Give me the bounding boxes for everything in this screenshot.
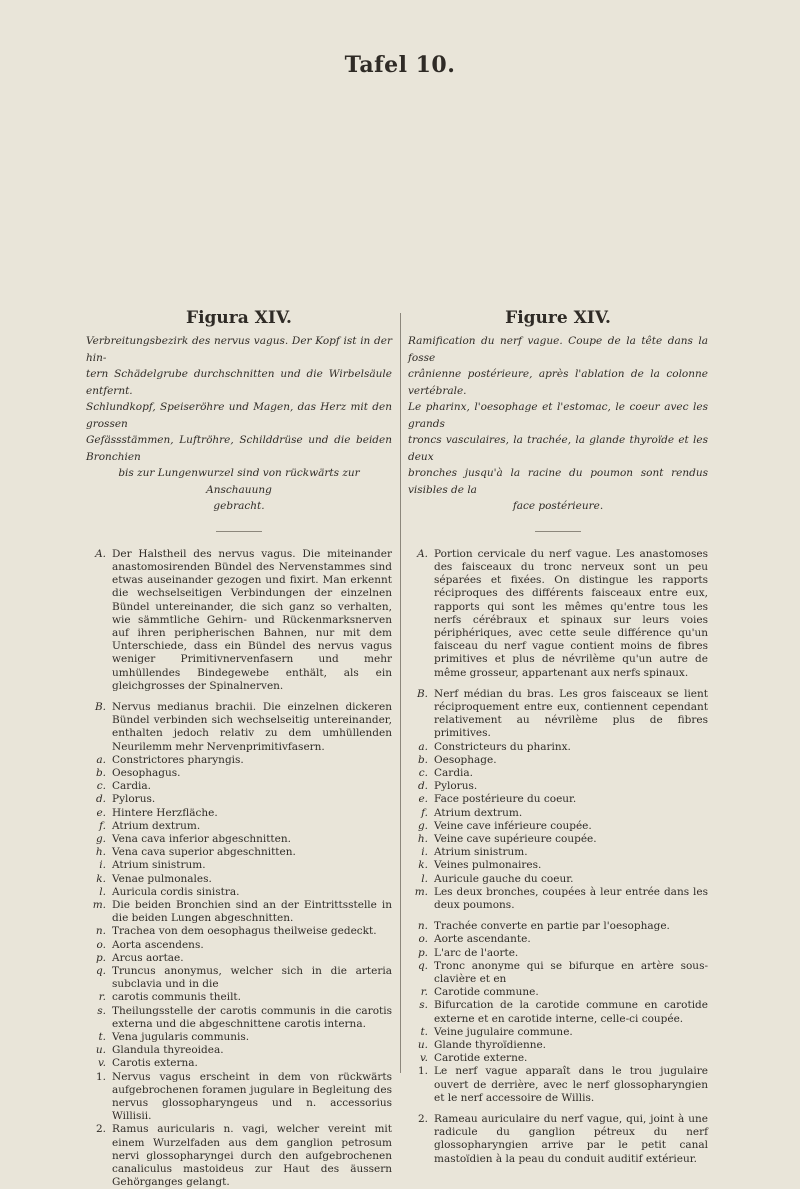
- legend-entry: [408, 859, 708, 872]
- figure-title: Figura XIV.: [186, 308, 292, 328]
- legend-text: Cardia.: [434, 766, 473, 779]
- legend-text: Bifurcation de la carotide commune en carotide externe et en carotide interne, celle-ci coupée.: [434, 999, 708, 1025]
- legend-entry: [408, 820, 708, 833]
- caption-line: Ramification du nerf vague. Coupe de la tête dans la fosse: [408, 335, 708, 364]
- legend-entry: [408, 688, 708, 741]
- legend-entry: [86, 793, 392, 806]
- legend-key: 1.: [95, 1070, 106, 1083]
- legend-entry: [86, 859, 392, 872]
- legend-text: Nerf médian du bras. Les gros faisceaux se lient réciproquement entre eux, contiennent cependant relativement au névrilème plus de fibres primitives.: [434, 687, 708, 740]
- legend-entry: [86, 991, 392, 1004]
- legend-text: Veine cave inférieure coupée.: [434, 819, 592, 832]
- legend-key: s.: [97, 1004, 106, 1017]
- legend-entry: [408, 846, 708, 859]
- legend-key: g.: [417, 819, 428, 832]
- legend-entry: [408, 754, 708, 767]
- legend-key: A.: [95, 547, 106, 560]
- legend-key: 2.: [417, 1113, 428, 1126]
- legend-text: Arcus aortae.: [112, 951, 184, 964]
- legend-entry: [86, 1005, 392, 1031]
- caption-line: tern Schädelgrube durchschnitten und die Wirbelsäule entfernt.: [86, 368, 392, 397]
- legend-key: B.: [94, 700, 106, 713]
- legend-text: Les deux bronches, coupées à leur entrée dans les deux poumons.: [434, 885, 708, 911]
- legend-text: Atrium sinistrum.: [112, 859, 206, 872]
- legend-key: g.: [95, 832, 106, 845]
- caption-line: gebracht.: [213, 500, 265, 513]
- figure-title: Figure XIV.: [505, 308, 611, 328]
- legend-key: t.: [98, 1031, 106, 1044]
- legend-key: e.: [418, 793, 428, 806]
- legend-entry: [86, 1031, 392, 1044]
- legend-key: v.: [97, 1057, 106, 1070]
- legend-text: Aorte ascendante.: [434, 933, 531, 946]
- legend-text: Theilungsstelle der carotis communis in die carotis externa und die abgeschnittene carotis interna.: [112, 1004, 392, 1030]
- legend-key: A.: [417, 547, 428, 560]
- caption-line: Gefässstämmen, Luftröhre, Schilddrüse und die beiden Bronchien: [86, 434, 392, 463]
- separator-rule: [535, 531, 581, 532]
- legend-entry: [408, 767, 708, 780]
- legend-text: Tronc anonyme qui se bifurque en artère sous-clavière et en: [434, 959, 708, 985]
- legend-key: m.: [414, 885, 428, 898]
- legend-text: Veine cave supérieure coupée.: [434, 832, 597, 845]
- legend-key: t.: [420, 1025, 428, 1038]
- legend-text: Atrium sinistrum.: [434, 846, 528, 859]
- legend-text: Aorta ascendens.: [112, 938, 204, 951]
- legend-key: a.: [96, 753, 106, 766]
- legend-entry: [408, 833, 708, 846]
- legend-key: h.: [95, 846, 106, 859]
- legend-key: i.: [99, 859, 106, 872]
- legend-entry: [86, 846, 392, 859]
- legend-text: L'arc de l'aorte.: [434, 946, 519, 959]
- legend-key: q.: [95, 965, 106, 977]
- legend-text: Glande thyroïdienne.: [434, 1039, 547, 1052]
- caption-line: face postérieure.: [512, 500, 604, 513]
- legend-text: Vena cava superior abgeschnitten.: [112, 846, 296, 859]
- legend-entry: [86, 965, 392, 991]
- legend-list: [408, 548, 708, 1166]
- legend-text: Der Halstheil des nervus vagus. Die miteinander anastomosirenden Bündel des Nervenstammes sind etwas auseinander gezogen und fixirt. Man erkennt die wechselseitigen Verbindungen der einzelnen Bündel untereinander, die sich ganz so verhalten, wie sämmtliche Gehirn- und Rückenmarksnerven auf ihren peripherischen Bahnen, nur mit dem Unterschiede, dass ein Bündel des nervus vagus weniger Primitivnervenfasern und mehr umhüllendes Bindegewebe enthält, als ein gleichgrosses der Spinalnerven.: [112, 547, 392, 692]
- legend-key: c.: [418, 766, 428, 779]
- legend-key: r.: [98, 991, 106, 1004]
- legend-text: Portion cervicale du nerf vague. Les anastomoses des faisceaux du tronc nerveux sont un peu séparées et fixées. On distingue les rapports réciproques des différents faisceaux entre eux, rapports qui sont les mêmes qu'entre tous les nerfs cérébraux et spinaux sur leurs voies périphériques, avec cette seule différence qu'un faisceau du nerf vague contient moins de fibres primitives et plus de névrilème qu'un autre de même grosseur, appartenant aux nerfs spinaux.: [434, 547, 708, 679]
- legend-text: Veine jugulaire commune.: [434, 1025, 573, 1038]
- legend-text: Die beiden Bronchien sind an der Eintrittsstelle in die beiden Lungen abgeschnitten.: [112, 898, 392, 925]
- legend-text: Nervus vagus erscheint in dem von rückwärts aufgebrochenen foramen jugulare in Begleitung des nervus glossopharyngeus und n. accessorius Willisii.: [112, 1070, 392, 1123]
- legend-entry: [408, 548, 708, 680]
- legend-key: d.: [417, 780, 428, 793]
- legend-text: Atrium dextrum.: [434, 806, 523, 819]
- legend-key: n.: [95, 925, 106, 938]
- legend-key: 1.: [417, 1065, 428, 1078]
- legend-entry: [408, 986, 708, 999]
- legend-key: f.: [421, 806, 428, 819]
- legend-entry: [408, 933, 708, 946]
- legend-entry: [408, 1113, 708, 1166]
- legend-key: e.: [96, 806, 106, 819]
- legend-key: l.: [99, 885, 106, 898]
- caption-line: crânienne postérieure, après l'ablation de la colonne vertébrale.: [408, 368, 708, 397]
- legend-entry: [86, 701, 392, 754]
- legend-text: Vena jugularis communis.: [112, 1031, 250, 1044]
- legend-entry: [86, 1071, 392, 1124]
- legend-entry: [86, 886, 392, 899]
- separator-rule: [216, 531, 262, 532]
- caption-line: Schlundkopf, Speiseröhre und Magen, das Herz mit den grossen: [86, 401, 392, 430]
- legend-key: 2.: [95, 1123, 106, 1136]
- legend-text: Carotide externe.: [434, 1052, 528, 1065]
- legend-text: Pylorus.: [112, 793, 156, 806]
- legend-key: b.: [95, 766, 106, 779]
- legend-text: Pylorus.: [434, 780, 478, 793]
- legend-text: Trachée converte en partie par l'oesophage.: [434, 920, 670, 933]
- legend-key: k.: [96, 872, 106, 885]
- legend-entry: [86, 807, 392, 820]
- legend-entry: [86, 1057, 392, 1070]
- figure-caption: [408, 333, 708, 515]
- legend-text: Vena cava inferior abgeschnitten.: [112, 832, 291, 845]
- legend-text: Carotide commune.: [434, 986, 539, 999]
- legend-entry: [86, 548, 392, 693]
- column-divider: [400, 313, 401, 1073]
- legend-text: Glandula thyreoidea.: [112, 1044, 224, 1057]
- legend-key: m.: [92, 898, 106, 911]
- french-column: [408, 308, 708, 1166]
- legend-text: Hintere Herzfläche.: [112, 806, 218, 819]
- caption-line: Verbreitungsbezirk des nervus vagus. Der Kopf ist in der hin-: [86, 335, 392, 364]
- german-column: [86, 308, 392, 1189]
- legend-text: Venae pulmonales.: [112, 872, 212, 885]
- page-title: Tafel 10.: [344, 52, 456, 78]
- legend-entry: [86, 1044, 392, 1057]
- legend-entry: [86, 925, 392, 938]
- legend-key: p.: [417, 946, 428, 959]
- legend-key: b.: [417, 753, 428, 766]
- legend-text: Atrium dextrum.: [112, 819, 201, 832]
- legend-text: Rameau auriculaire du nerf vague, qui, joint à une radicule du ganglion pétreux du nerf glossopharyngien arrive par le petit canal mastoïdien à la peau du conduit auditif extérieur.: [434, 1113, 708, 1165]
- figure-caption: [86, 333, 392, 515]
- legend-key: h.: [417, 832, 428, 845]
- legend-entry: [86, 873, 392, 886]
- legend-text: Le nerf vague apparaît dans le trou jugulaire ouvert de derrière, avec le nerf glossopharyngien et le nerf accessoire de Willis.: [434, 1065, 708, 1104]
- legend-key: B.: [416, 687, 428, 700]
- legend-text: Constrictores pharyngis.: [112, 753, 244, 766]
- legend-entry: [408, 1065, 708, 1105]
- legend-entry: [408, 793, 708, 806]
- legend-text: carotis communis theilt.: [112, 991, 241, 1004]
- legend-entry: [86, 820, 392, 833]
- legend-text: Oesophage.: [434, 753, 497, 766]
- legend-entry: [86, 899, 392, 925]
- legend-entry: [408, 807, 708, 820]
- legend-text: Truncus anonymus, welcher sich in die arteria subclavia und in die: [112, 965, 392, 991]
- legend-entry: [408, 1039, 708, 1052]
- legend-text: Face postérieure du coeur.: [434, 793, 577, 806]
- legend-entry: [86, 952, 392, 965]
- legend-text: Carotis externa.: [112, 1057, 198, 1070]
- legend-text: Auricula cordis sinistra.: [112, 885, 240, 898]
- legend-entry: [86, 1123, 392, 1189]
- legend-entry: [408, 920, 708, 933]
- legend-key: d.: [95, 793, 106, 806]
- legend-key: i.: [421, 846, 428, 859]
- legend-text: Oesophagus.: [112, 766, 181, 779]
- legend-entry: [408, 960, 708, 986]
- legend-entry: [408, 1026, 708, 1039]
- legend-key: o.: [418, 933, 428, 946]
- legend-key: l.: [421, 872, 428, 885]
- legend-entry: [86, 754, 392, 767]
- legend-key: o.: [96, 938, 106, 951]
- legend-entry: [86, 767, 392, 780]
- legend-key: c.: [96, 780, 106, 793]
- legend-entry: [408, 780, 708, 793]
- legend-list: [86, 548, 392, 1189]
- legend-entry: [408, 873, 708, 886]
- legend-text: Ramus auricularis n. vagi, welcher vereint mit einem Wurzelfaden aus dem ganglion petrosum nervi glossopharyngei durch den aufgebrochenen canaliculus mastoideus zur Haut des äussern Gehörganges gelangt.: [112, 1123, 392, 1189]
- legend-entry: [408, 947, 708, 960]
- legend-entry: [408, 999, 708, 1025]
- legend-entry: [86, 939, 392, 952]
- legend-entry: [408, 886, 708, 912]
- legend-text: Auricule gauche du coeur.: [434, 872, 574, 885]
- legend-text: Trachea von dem oesophagus theilweise gedeckt.: [112, 925, 377, 938]
- legend-key: p.: [95, 951, 106, 964]
- legend-key: r.: [420, 986, 428, 999]
- legend-key: v.: [419, 1052, 428, 1065]
- caption-line: bronches jusqu'à la racine du poumon sont rendus visibles de la: [408, 467, 708, 496]
- legend-key: n.: [417, 920, 428, 933]
- legend-key: u.: [417, 1039, 428, 1052]
- legend-key: a.: [418, 740, 428, 753]
- legend-key: s.: [419, 999, 428, 1012]
- legend-entry: [86, 780, 392, 793]
- legend-key: q.: [417, 959, 428, 972]
- legend-text: Cardia.: [112, 780, 151, 793]
- legend-key: u.: [95, 1044, 106, 1057]
- legend-text: Veines pulmonaires.: [434, 859, 542, 872]
- legend-entry: [408, 1052, 708, 1065]
- legend-text: Nervus medianus brachii. Die einzelnen dickeren Bündel verbinden sich wechselseitig untereinander, enthalten jedoch relativ zu dem umhüllenden Neurilemm mehr Nervenprimitivfasern.: [112, 700, 392, 753]
- caption-line: bis zur Lungenwurzel sind von rückwärts zur Anschauung: [118, 467, 360, 496]
- legend-key: f.: [99, 819, 106, 832]
- legend-key: k.: [418, 859, 428, 872]
- legend-entry: [408, 741, 708, 754]
- caption-line: troncs vasculaires, la trachée, la glande thyroïde et les deux: [408, 434, 708, 463]
- legend-text: Constricteurs du pharinx.: [434, 740, 571, 753]
- caption-line: Le pharinx, l'oesophage et l'estomac, le coeur avec les grands: [408, 401, 708, 430]
- legend-entry: [86, 833, 392, 846]
